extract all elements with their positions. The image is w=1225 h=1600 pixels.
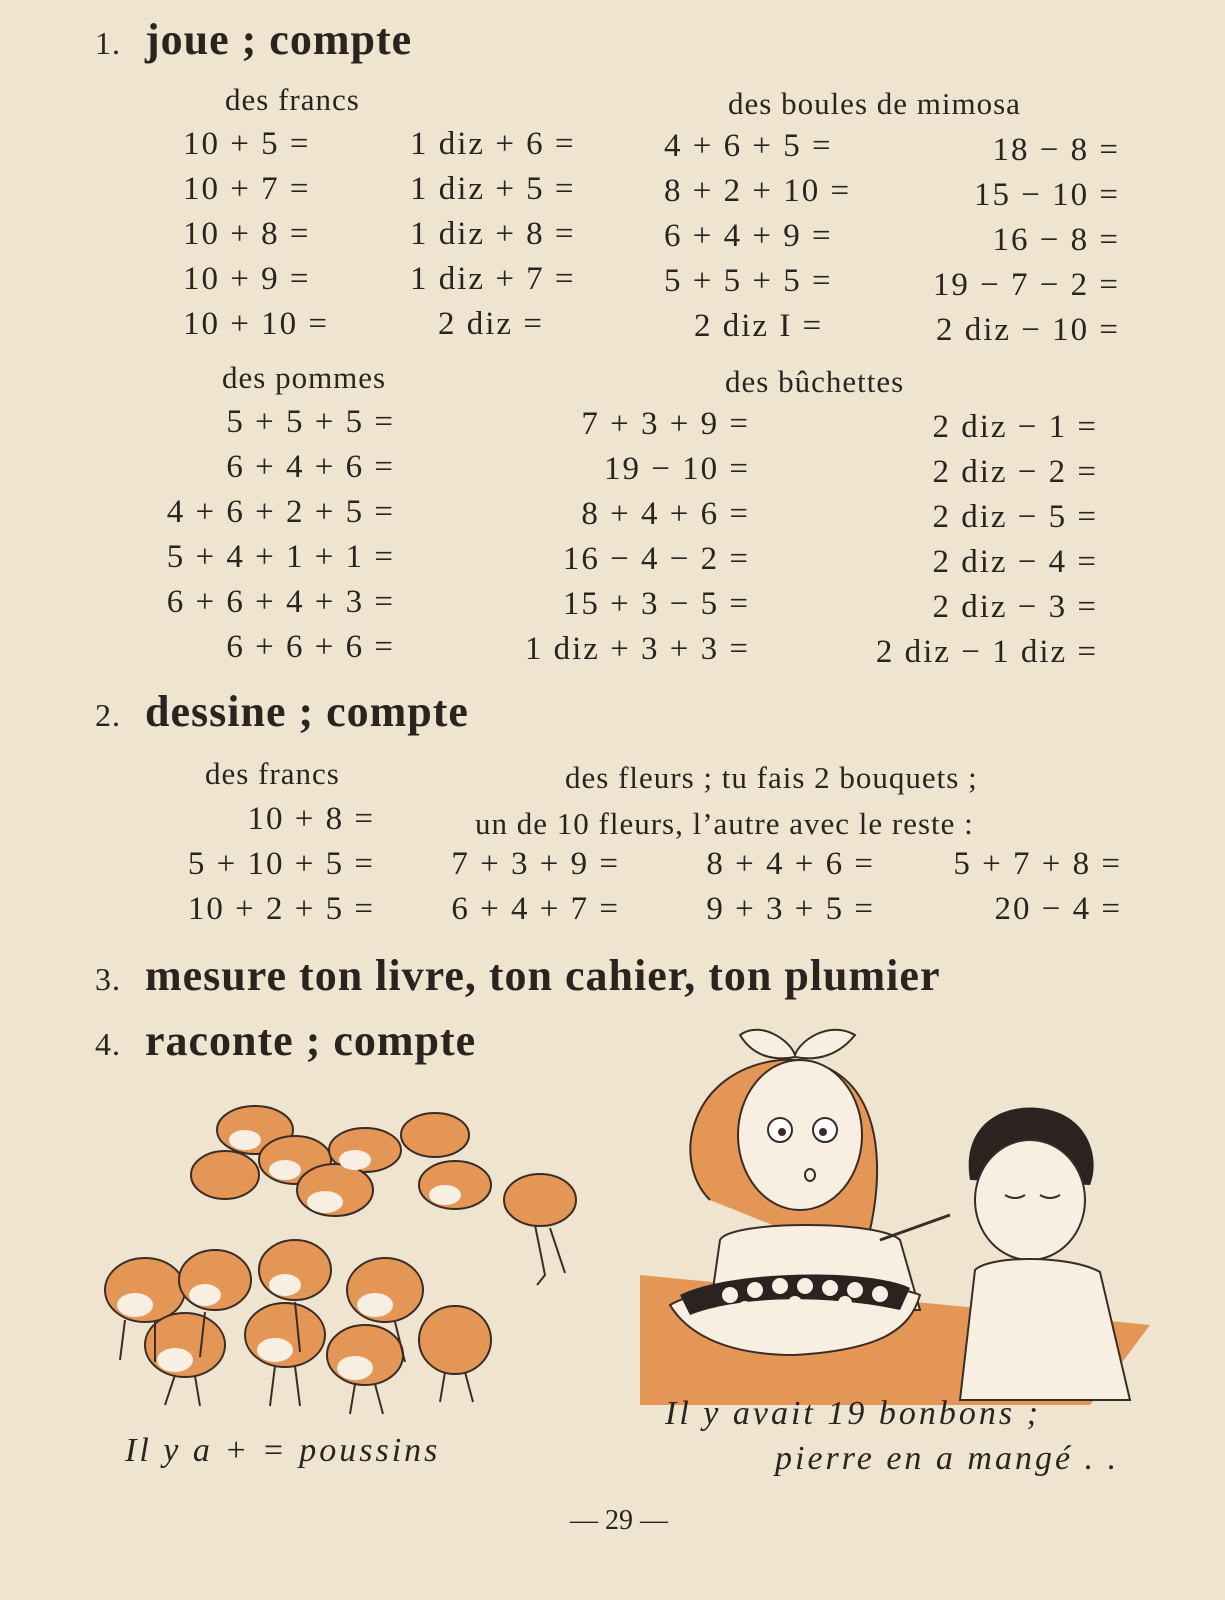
exercise-line: 1 diz + 8 = bbox=[410, 216, 576, 252]
exercise-line: 1 diz + 5 = bbox=[410, 171, 576, 207]
section-1-heading bbox=[95, 14, 412, 65]
mimosa-column-1 bbox=[664, 124, 851, 349]
exercise-line: 2 diz − 3 = bbox=[932, 589, 1098, 625]
fleurs-column-2 bbox=[680, 842, 875, 932]
candy-caption-line-2: pierre en a mangé . . bbox=[775, 1440, 1120, 1477]
section-number: 2. bbox=[95, 697, 121, 733]
francs-label: des francs bbox=[225, 82, 360, 117]
exercise-line: 16 − 8 = bbox=[992, 222, 1120, 258]
exercise-line: 1 diz + 7 = bbox=[410, 261, 576, 297]
section-title: dessine ; compte bbox=[145, 687, 469, 736]
exercise-line: 7 + 3 + 9 = bbox=[581, 406, 750, 442]
page-number: — 29 — bbox=[570, 1505, 668, 1536]
buchettes-column-1 bbox=[490, 402, 750, 672]
exercise-line: 8 + 4 + 6 = bbox=[581, 496, 750, 532]
exercise-line: 20 − 4 = bbox=[994, 891, 1122, 927]
exercise-line: 6 + 4 + 6 = bbox=[226, 449, 395, 485]
chicks-illustration bbox=[95, 1090, 595, 1430]
exercise-line: 15 − 10 = bbox=[974, 177, 1120, 213]
mimosa-column-2 bbox=[880, 128, 1120, 353]
exercise-line: 2 diz − 10 = bbox=[935, 312, 1120, 348]
section-2-heading bbox=[95, 686, 469, 737]
girl-boy-candy-bowl-illustration bbox=[630, 1010, 1190, 1410]
exercise-line: 6 + 4 + 7 = bbox=[451, 891, 620, 927]
exercise-line: 19 − 10 = bbox=[604, 451, 750, 487]
francs-column-ex2 bbox=[120, 797, 375, 932]
section-title: joue ; compte bbox=[145, 15, 413, 64]
exercise-line: 2 diz − 4 = bbox=[932, 544, 1098, 580]
exercise-line: 8 + 2 + 10 = bbox=[664, 173, 852, 209]
exercise-line: 5 + 10 + 5 = bbox=[187, 846, 375, 882]
section-title: mesure ton livre, ton cahier, ton plumier bbox=[145, 951, 941, 1000]
exercise-line: 2 diz = bbox=[438, 306, 544, 342]
exercise-line: 10 + 8 = bbox=[247, 801, 375, 837]
exercise-line: 10 + 10 = bbox=[183, 306, 329, 342]
pommes-label: des pommes bbox=[222, 360, 387, 395]
exercise-line: 2 diz − 5 = bbox=[932, 499, 1098, 535]
exercise-line: 8 + 4 + 6 = bbox=[706, 846, 875, 882]
exercise-line: 18 − 8 = bbox=[992, 132, 1120, 168]
section-number: 3. bbox=[95, 961, 121, 997]
exercise-line: 5 + 4 + 1 + 1 = bbox=[166, 539, 395, 575]
exercise-line: 7 + 3 + 9 = bbox=[451, 846, 620, 882]
francs-column-1 bbox=[183, 122, 329, 347]
fleurs-instruction-2: un de 10 fleurs, l’autre avec le reste : bbox=[475, 806, 974, 841]
exercise-line: 2 diz I = bbox=[694, 308, 824, 344]
exercise-line: 4 + 6 + 2 + 5 = bbox=[166, 494, 395, 530]
exercise-line: 1 diz + 6 = bbox=[410, 126, 576, 162]
exercise-line: 10 + 7 = bbox=[183, 171, 311, 207]
exercise-line: 6 + 6 + 4 + 3 = bbox=[166, 584, 395, 620]
exercise-line: 15 + 3 − 5 = bbox=[562, 586, 750, 622]
section-number: 1. bbox=[95, 25, 121, 61]
exercise-line: 2 diz − 1 diz = bbox=[875, 634, 1098, 670]
section-4-heading bbox=[95, 1015, 476, 1066]
exercise-line: 5 + 5 + 5 = bbox=[226, 404, 395, 440]
exercise-line: 1 diz + 3 + 3 = bbox=[524, 631, 750, 667]
exercise-line: 10 + 9 = bbox=[183, 261, 311, 297]
exercise-line: 10 + 8 = bbox=[183, 216, 311, 252]
exercise-line: 5 + 5 + 5 = bbox=[664, 263, 833, 299]
exercise-line: 10 + 5 = bbox=[183, 126, 311, 162]
exercise-line: 6 + 4 + 9 = bbox=[664, 218, 833, 254]
exercise-line: 10 + 2 + 5 = bbox=[187, 891, 375, 927]
exercise-line: 4 + 6 + 5 = bbox=[664, 128, 833, 164]
francs-column-2 bbox=[410, 122, 576, 347]
fleurs-column-1 bbox=[420, 842, 620, 932]
chicks-caption: Il y a + = poussins bbox=[125, 1432, 441, 1469]
exercise-line: 6 + 6 + 6 = bbox=[226, 629, 395, 665]
exercise-line: 2 diz − 1 = bbox=[932, 409, 1098, 445]
exercise-line: 5 + 7 + 8 = bbox=[953, 846, 1122, 882]
fleurs-column-3 bbox=[920, 842, 1122, 932]
buchettes-column-2 bbox=[830, 405, 1098, 675]
section-title: raconte ; compte bbox=[145, 1016, 477, 1065]
exercise-line: 16 − 4 − 2 = bbox=[562, 541, 750, 577]
exercise-line: 2 diz − 2 = bbox=[932, 454, 1098, 490]
fleurs-instruction-1: des fleurs ; tu fais 2 bouquets ; bbox=[565, 760, 978, 795]
exercise-line: 19 − 7 − 2 = bbox=[932, 267, 1120, 303]
section-3-heading bbox=[95, 950, 940, 1001]
section-number: 4. bbox=[95, 1026, 121, 1062]
francs-label-2: des francs bbox=[205, 756, 340, 791]
buchettes-label: des bûchettes bbox=[725, 364, 905, 399]
candy-caption-line-1: Il y avait 19 bonbons ; bbox=[665, 1395, 1041, 1432]
mimosa-label: des boules de mimosa bbox=[728, 86, 1021, 121]
pommes-column bbox=[140, 400, 395, 670]
exercise-line: 9 + 3 + 5 = bbox=[706, 891, 875, 927]
